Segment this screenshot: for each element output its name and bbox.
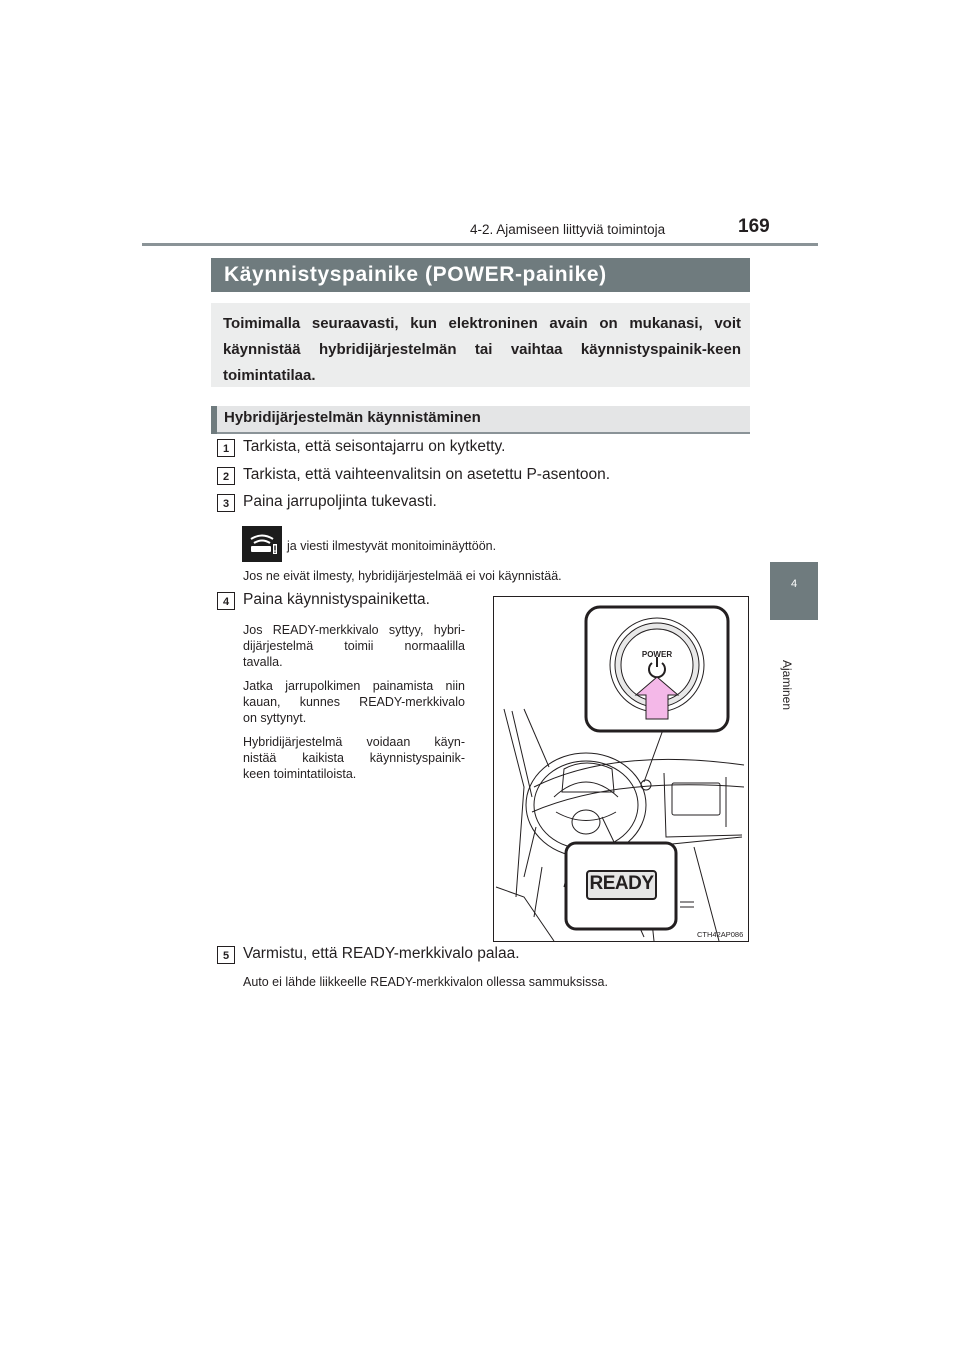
step-number-5: 5 xyxy=(217,946,235,964)
step5-note: Auto ei lähde liikkeelle READY-merkkivalon ollessa sammuksissa. xyxy=(243,975,608,989)
subheading: Hybridijärjestelmän käynnistäminen xyxy=(224,409,481,426)
header-rule xyxy=(142,243,818,246)
running-header: 4-2. Ajamiseen liittyviä toimintoja xyxy=(470,222,666,237)
chapter-tab xyxy=(770,562,818,620)
step-number-3: 3 xyxy=(217,494,235,512)
step4-note-2-line-2: kauan, kunnes READY-merkkivalo xyxy=(243,695,465,709)
step4-note-2 xyxy=(243,678,465,726)
step4-note-1-line-2: dijärjestelmä toimii normaalilla xyxy=(243,639,465,653)
step4-note-3-line-1: Hybridijärjestelmä voidaan käyn- xyxy=(243,735,465,749)
chapter-tab-number: 4 xyxy=(790,578,798,590)
step-text-1: Tarkista, että seisontajarru on kytketty. xyxy=(243,438,506,455)
chapter-tab-label: Ajaminen xyxy=(780,660,794,711)
step-number-4: 4 xyxy=(217,592,235,610)
step-text-2: Tarkista, että vaihteenvalitsin on asetettu P-asentoon. xyxy=(243,466,611,483)
step4-note-1 xyxy=(243,622,465,670)
dashboard-illustration xyxy=(493,596,749,942)
step-text-3: Paina jarrupoljinta tukevasti. xyxy=(243,493,437,510)
power-label: POWER xyxy=(641,650,673,659)
intro-text: Toimimalla seuraavasti, kun elektroninen avain on mukanasi, voit käynnistää hybridijärjestelmän tai vaihtaa käynnistyspainik-keen toimintatilaa. xyxy=(223,315,741,384)
page-number: 169 xyxy=(738,216,770,237)
subheading-accent xyxy=(211,406,217,434)
hybrid-system-indicator-icon xyxy=(242,526,282,562)
step4-note-2-line-3: on syttynyt. xyxy=(243,711,307,725)
indicator-note: ja viesti ilmestyvät monitoiminäyttöön. xyxy=(287,539,497,553)
step-text-5: Varmistu, että READY-merkkivalo palaa. xyxy=(243,945,520,962)
step4-note-1-line-1: Jos READY-merkkivalo syttyy, hybri- xyxy=(243,623,465,637)
step4-note-3-line-2: nistää kaikista käynnistyspainik- xyxy=(243,751,465,765)
step4-note-3 xyxy=(243,734,465,782)
illustration-code: CTH42AP086 xyxy=(697,930,744,939)
step4-note-2-line-1: Jatka jarrupolkimen painamista niin xyxy=(243,679,465,693)
step-number-1: 1 xyxy=(217,439,235,457)
step4-note-1-line-3: tavalla. xyxy=(243,655,283,669)
ready-label: READY xyxy=(589,873,654,894)
step3-note: Jos ne eivät ilmesty, hybridijärjestelmää ei voi käynnistää. xyxy=(243,569,562,583)
step-number-2: 2 xyxy=(217,467,235,485)
step4-note-3-line-3: keen toimintatiloista. xyxy=(243,767,357,781)
step-text-4: Paina käynnistyspainiketta. xyxy=(243,591,430,608)
section-title: Käynnistyspainike (POWER-painike) xyxy=(224,263,607,286)
